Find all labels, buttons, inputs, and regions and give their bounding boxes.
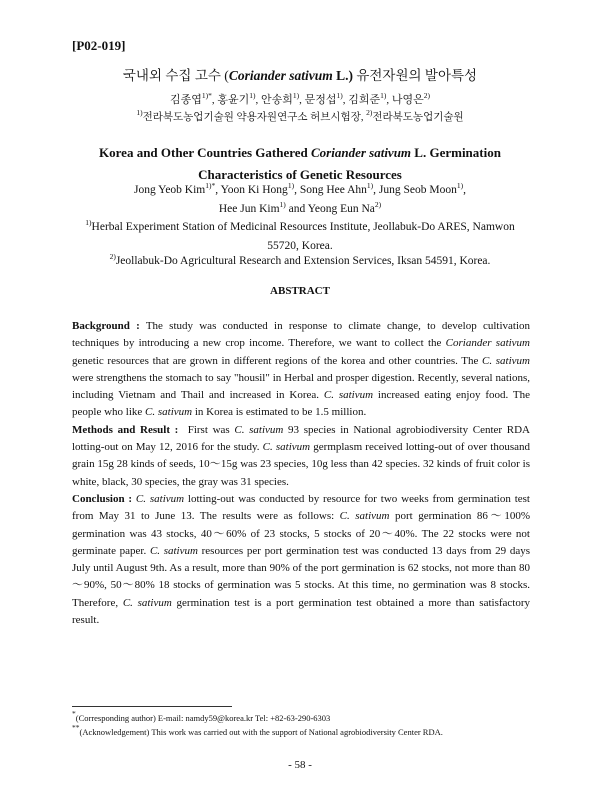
author-mark: 1) bbox=[366, 181, 374, 190]
page-number: - 58 - bbox=[288, 759, 312, 771]
author-separator: , bbox=[373, 184, 379, 196]
text: resources per port germination test was conducted 13 days from 29 days July until August 9th. As a result, more than 90% of the port germination is 62 stocks, not more than 80～90%, 50～80% 18 stocks of germination was 5 stocks. At this time, no germination was 8 stocks. Therefore, bbox=[72, 544, 530, 609]
footnote-text: (Acknowledgement) This work was carried out with the support of National agrobiodiversity Center RDA. bbox=[79, 727, 443, 737]
conclusion-label: Conclusion : bbox=[72, 492, 133, 505]
korean-author: 김종엽 bbox=[169, 94, 202, 106]
english-author: Yoon Ki Hong bbox=[220, 184, 288, 196]
korean-author: 홍윤기 bbox=[217, 94, 250, 106]
korean-title-mid: L.) bbox=[332, 68, 353, 83]
footnote-corresponding bbox=[72, 709, 532, 723]
author-and: and bbox=[285, 203, 308, 215]
author-mark: 1) bbox=[279, 200, 286, 209]
korean-affil-2: 전라북도농업기술원 bbox=[372, 112, 464, 123]
species-name: C. sativum bbox=[135, 492, 185, 505]
species-name: C. sativum bbox=[482, 354, 530, 367]
author-separator: , bbox=[215, 184, 221, 196]
korean-title bbox=[0, 64, 600, 84]
text: port germination 86～100% germination was 43 stocks, 40～60% of 23 stocks, 5 stocks of 20～40%. The 22 stocks were not germinate paper. bbox=[72, 510, 530, 557]
author-mark: 1) bbox=[380, 91, 387, 100]
english-title-line2: Characteristics of Genetic Resources bbox=[198, 167, 402, 182]
species-name: C. sativum bbox=[149, 544, 198, 557]
english-author: Yeong Eun Na bbox=[307, 203, 375, 215]
author-mark: 1) bbox=[249, 91, 256, 100]
text: were strengthens the stomach to say "housil" in Herbal and prosper digestion. Recently, several nations, including Vietnam and Thail and increased in Korea. bbox=[72, 371, 530, 402]
species-name: C. sativum bbox=[145, 406, 193, 419]
author-mark: 1)* bbox=[205, 181, 216, 190]
affil-mark: 1) bbox=[136, 108, 143, 117]
methods-label: Methods and Result : bbox=[72, 423, 179, 436]
english-authors: Jong Yeob Kim$^{1)*}$, Yoon Ki Hong$^{1)}$, Song Hee Ahn$^{1)}$, Jung Seob Moon$^{1)}$, Hee Jun Kim$^{1)}$ and Yeong Eun Na$^{2)}$ bbox=[134, 181, 466, 215]
english-affil-2-text: Jeollabuk-Do Agricultural Research and Extension Services, Iksan 54591, Korea. bbox=[115, 255, 491, 267]
author-mark: 1) bbox=[292, 91, 300, 100]
author-mark: 1) bbox=[287, 181, 295, 190]
footnote-mark: ** bbox=[72, 723, 80, 732]
footnote-text: (Corresponding author) E-mail: namdy59@korea.kr Tel: +82-63-290-6303 bbox=[75, 713, 331, 723]
species-name: C. sativum bbox=[323, 389, 374, 402]
korean-author: 김희준 bbox=[348, 94, 381, 106]
author-mark: 2) bbox=[374, 200, 382, 209]
author-separator: , bbox=[294, 184, 300, 196]
english-author: Hee Jun Kim bbox=[218, 203, 280, 215]
english-affil-2 bbox=[60, 252, 540, 271]
background-label: Background : bbox=[72, 320, 140, 332]
species-name: C. sativum bbox=[339, 510, 390, 523]
text: germplasm received lotting-out of over thousand grain 15g 28 kinds of seeds, 10～15g was 23 species, 10g less than 42 species. 32 kinds of fruit color is white, black, 30 species, the gray was 31 species. bbox=[72, 441, 530, 488]
species-name: Coriander sativum bbox=[445, 337, 531, 350]
affil-mark: 1) bbox=[85, 218, 92, 227]
korean-affiliations bbox=[0, 109, 600, 124]
text: genetic resources that are grown in different regions of the korea and other countries. The bbox=[72, 354, 483, 367]
korean-title-species: Coriander sativum bbox=[228, 68, 333, 83]
footnote-acknowledgement bbox=[72, 723, 532, 737]
text: in Korea is estimated to be 1.5 million. bbox=[192, 406, 367, 419]
english-title-pre: Korea and Other Countries Gathered bbox=[99, 145, 311, 160]
english-title bbox=[60, 142, 540, 186]
english-affil-1-text: Herbal Experiment Station of Medicinal Resources Institute, Jeollabuk-Do ARES, Namwon 55720, Korea. bbox=[91, 221, 515, 252]
paper-code: [P02-019] bbox=[72, 38, 126, 53]
english-title-species: Coriander sativum bbox=[311, 145, 412, 160]
english-author: Jung Seob Moon bbox=[378, 184, 457, 196]
affil-mark: 2) bbox=[366, 108, 373, 117]
korean-title-post: 유전자원의 발아특성 bbox=[352, 68, 478, 83]
text: increased eating enjoy food. The people who like bbox=[72, 389, 530, 419]
text: 93 species in National agrobiodiversity Center RDA lotting-out on May 12, 2016 for the study. bbox=[72, 423, 531, 454]
author-mark: 2) bbox=[423, 91, 431, 100]
korean-author: 안송희 bbox=[260, 94, 293, 106]
author-mark: 1) bbox=[456, 181, 464, 190]
english-author: Jong Yeob Kim bbox=[134, 184, 206, 196]
text: First was bbox=[178, 423, 235, 436]
species-name: C. sativum bbox=[262, 441, 311, 454]
abstract-body bbox=[72, 318, 530, 629]
species-name: C. sativum bbox=[122, 596, 172, 609]
text: The study was conducted in response to climate change, to develop cultivation techniques by introducing a new crop income. Therefore, we want to collect the bbox=[72, 320, 530, 350]
author-mark: 1)* bbox=[201, 91, 212, 100]
korean-title-pre: 국내외 수집 고수 ( bbox=[122, 68, 229, 83]
species-name: C. sativum bbox=[234, 423, 284, 436]
korean-author: 나영은 bbox=[391, 94, 424, 106]
conclusion-paragraph bbox=[72, 491, 530, 629]
background-paragraph bbox=[72, 318, 530, 422]
footnote-mark: * bbox=[72, 709, 76, 718]
english-title-mid: L. Germination bbox=[411, 145, 501, 160]
methods-paragraph bbox=[72, 422, 530, 491]
footnote-divider bbox=[72, 706, 232, 707]
korean-affil-1: 전라북도농업기술원 약용자원연구소 허브시험장, bbox=[142, 112, 367, 123]
korean-author: 문정섭 bbox=[304, 94, 337, 106]
korean-authors: 김종엽$^{1)*}$, 홍윤기$^{1)}$, 안송희$^{1)}$, 문정섭$^{1)}$, 김희준$^{1)}$, 나영은$^{2)}$ bbox=[169, 91, 431, 106]
text: lotting-out was conducted by resource for two weeks from germination test from May 31 to June 13. The results were as follows: bbox=[72, 492, 530, 523]
english-author: Song Hee Ahn bbox=[299, 184, 367, 196]
abstract-heading: ABSTRACT bbox=[270, 285, 330, 297]
text: germination test is a port germination test obtained a more than satisfactory result. bbox=[72, 596, 531, 627]
author-mark: 1) bbox=[336, 91, 343, 100]
affil-mark: 2) bbox=[109, 252, 116, 261]
english-affil-1 bbox=[72, 218, 528, 256]
